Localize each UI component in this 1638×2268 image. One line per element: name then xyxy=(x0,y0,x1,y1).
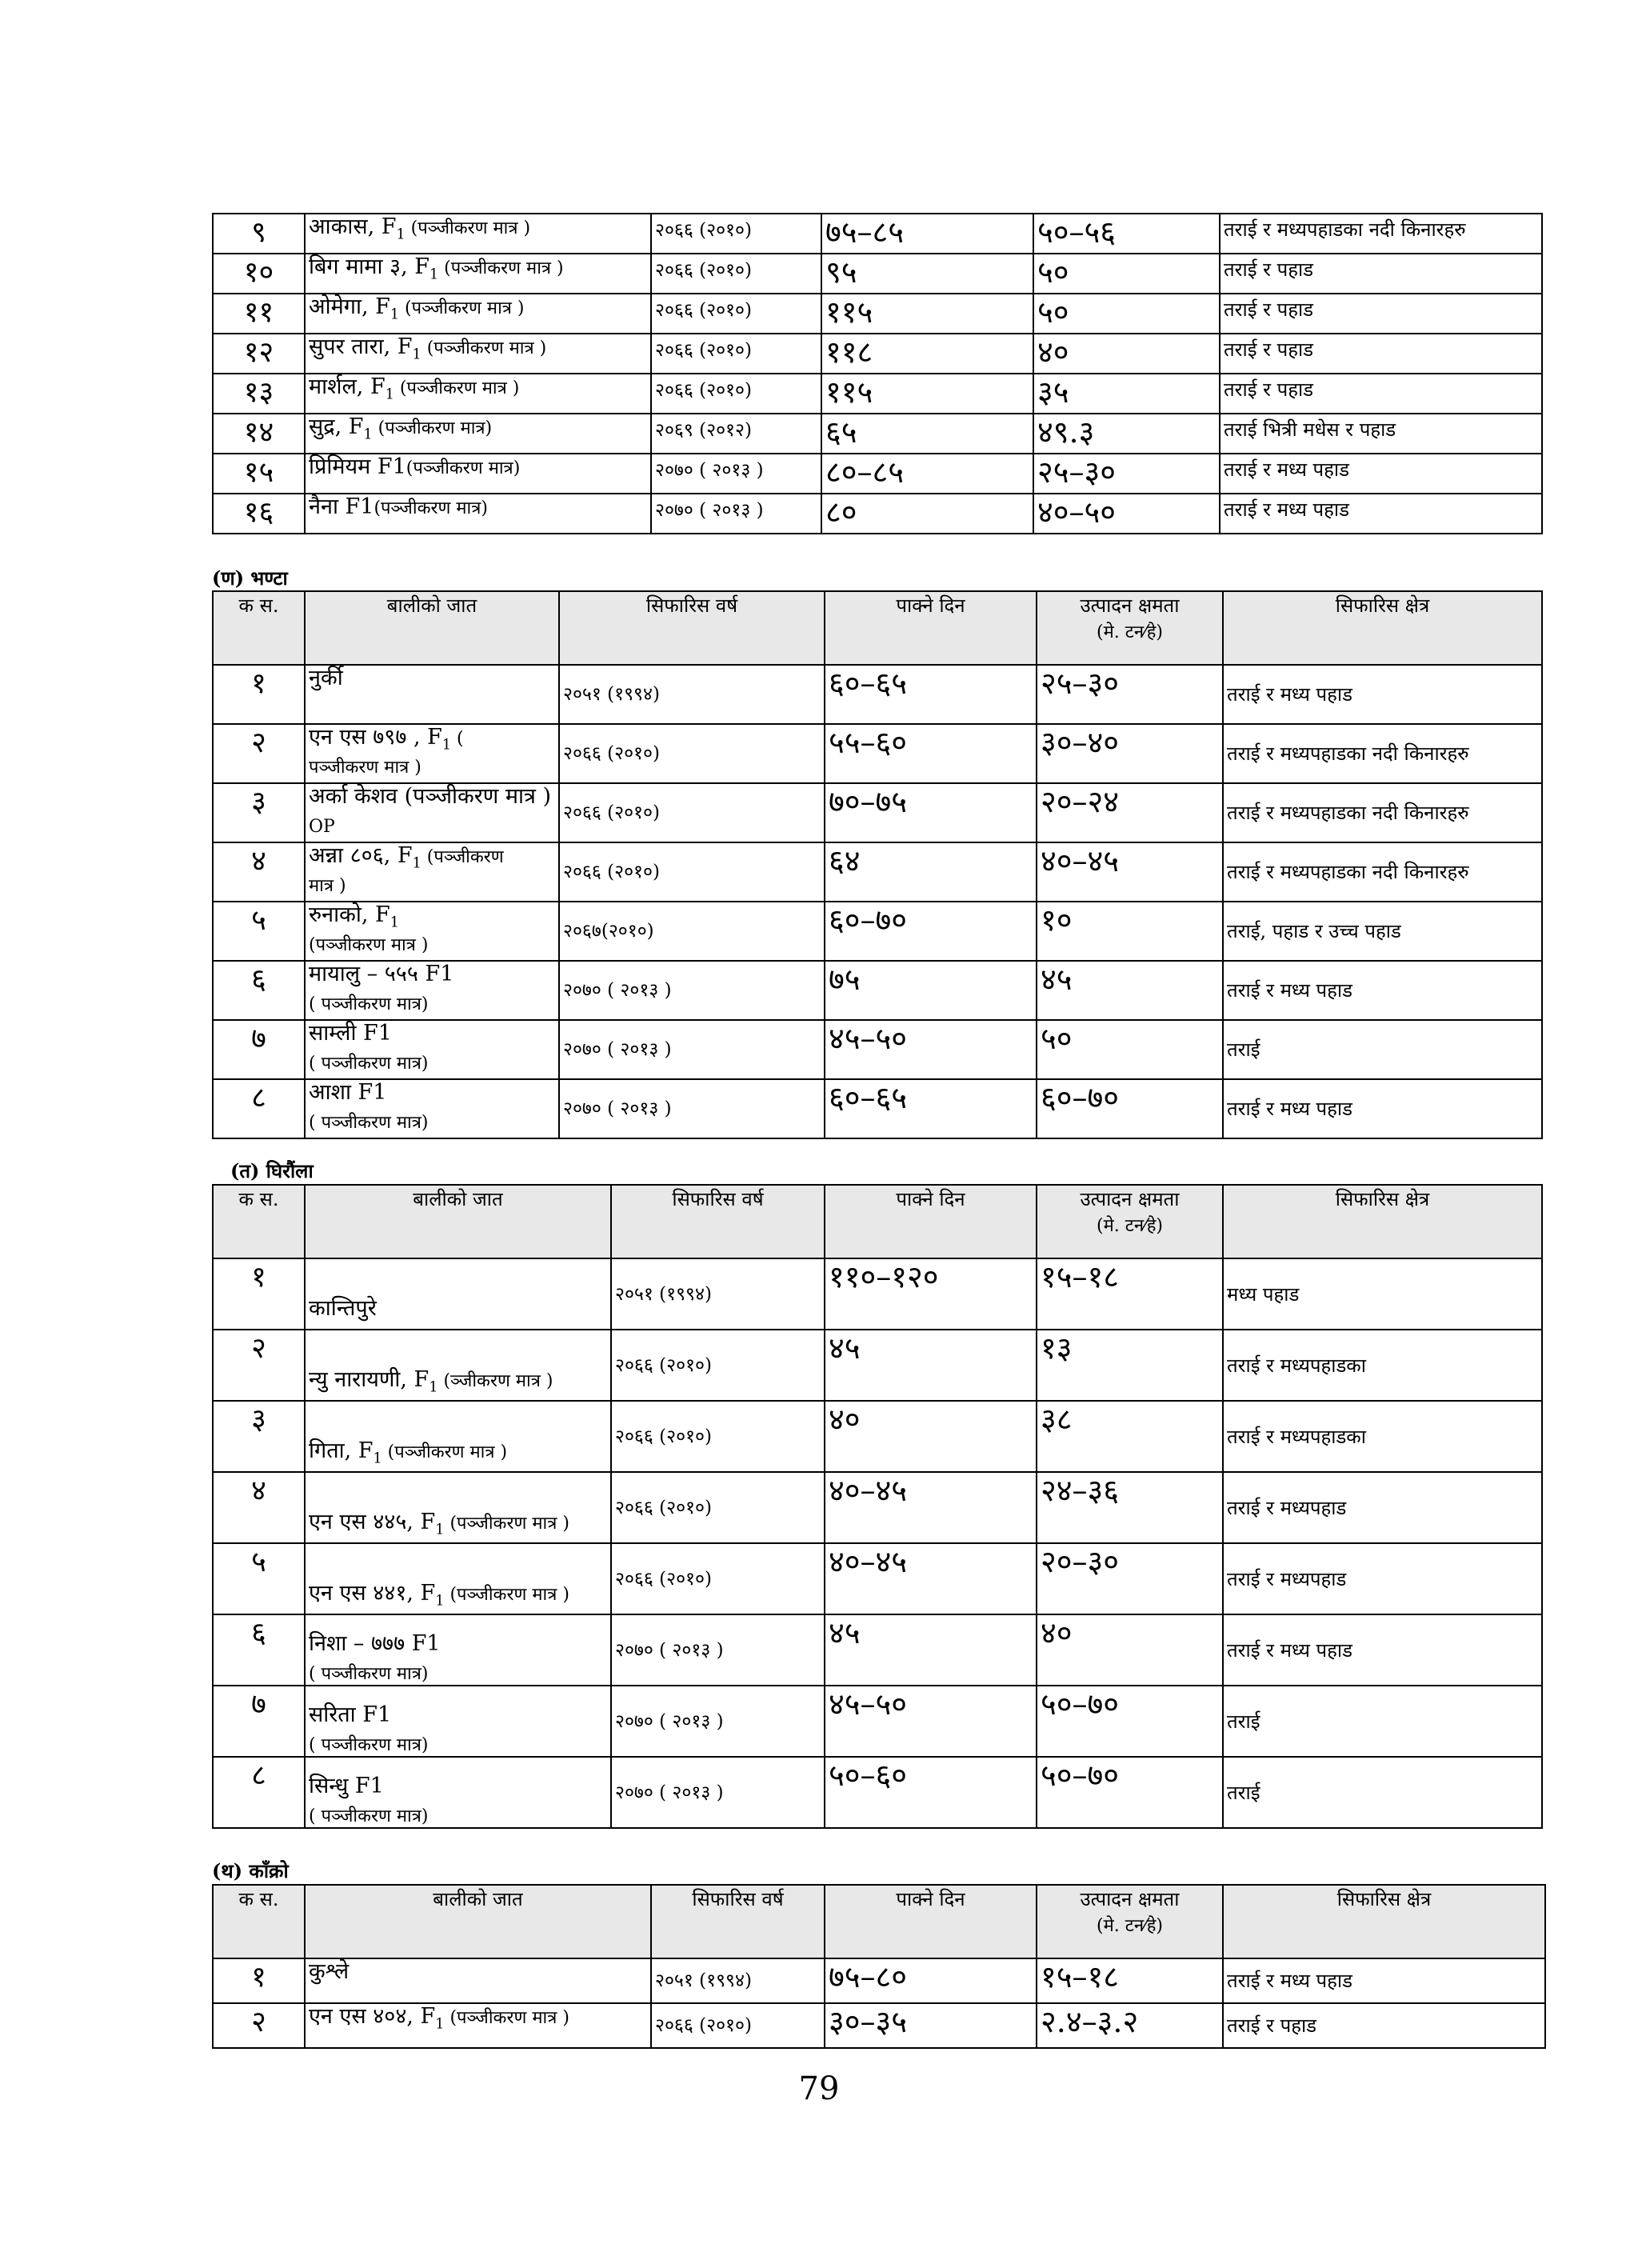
recommended-year-cell: २०७० ( २०१३ ) xyxy=(559,961,825,1020)
registration-note: (पञ्जीकरण मात्र) xyxy=(374,498,488,518)
table-row xyxy=(213,1472,1542,1543)
recommended-zone-cell: तराई र मध्य पहाड xyxy=(1223,1614,1542,1686)
recommended-year-cell: २०६६ (२०१०) xyxy=(651,2003,825,2048)
maturity-days-cell: ४५–५० xyxy=(825,1686,1037,1757)
recommended-zone-cell: तराई xyxy=(1223,1020,1542,1079)
variety-name-line2: पञ्जीकरण मात्र ) xyxy=(309,758,421,778)
serial-number-cell: ३ xyxy=(213,783,305,842)
header-sn: क स. xyxy=(213,1185,305,1258)
recommended-year-cell: २०६६ (२०१०) xyxy=(611,1472,825,1543)
table-row xyxy=(213,2003,1545,2048)
table-row xyxy=(213,783,1542,842)
registration-note: (पञ्जीकरण मात्र ) xyxy=(405,218,531,238)
maturity-days-cell: ४०–४५ xyxy=(825,1543,1037,1614)
maturity-days-cell: ११५ xyxy=(821,294,1033,334)
table-row xyxy=(213,1543,1542,1614)
serial-number-cell: ८ xyxy=(213,1079,305,1138)
recommended-zone-cell: तराई र पहाड xyxy=(1220,334,1542,374)
variety-name: मार्शल, F xyxy=(309,374,386,399)
maturity-days-cell: ६०–७० xyxy=(825,902,1037,961)
serial-number-cell: ३ xyxy=(213,1401,305,1472)
variety-name-cell xyxy=(305,374,651,414)
serial-number-cell: ११ xyxy=(213,294,305,334)
registration-note: (पञ्जीकरण मात्र ) xyxy=(382,1442,508,1462)
variety-name-subscript: 1 xyxy=(363,426,373,443)
yield-capacity-cell: ६०–७० xyxy=(1037,1079,1223,1138)
recommended-year-cell: २०७० ( २०१३ ) xyxy=(651,454,821,494)
registration-note: (पञ्जीकरण मात्र ) xyxy=(444,2008,569,2028)
variety-name: नैना F1 xyxy=(309,494,374,519)
serial-number-cell: ५ xyxy=(213,1543,305,1614)
variety-name: कुश्ले xyxy=(309,1959,350,1984)
header-yield: उत्पादन क्षमता (मे. टन⁄हे) xyxy=(1037,1185,1223,1258)
recommended-zone-cell: तराई र मध्यपहाड xyxy=(1223,1472,1542,1543)
variety-name-cell xyxy=(305,1543,611,1614)
variety-name-cell xyxy=(305,724,559,783)
serial-number-cell: १५ xyxy=(213,454,305,494)
variety-name-subscript: 1 xyxy=(429,266,439,283)
recommended-zone-cell: तराई र मध्य पहाड xyxy=(1220,494,1542,534)
yield-capacity-cell: ४९.३ xyxy=(1033,414,1220,454)
registration-note: (पञ्जीकरण xyxy=(421,847,504,867)
recommended-year-cell: २०६६ (२०१०) xyxy=(559,842,825,902)
recommended-year-cell: २०६६ (२०१०) xyxy=(651,334,821,374)
maturity-days-cell: ९५ xyxy=(821,254,1033,294)
maturity-days-cell: ५०–६० xyxy=(825,1757,1037,1828)
variety-name: सरिता F1 xyxy=(309,1702,392,1727)
registration-note: ( xyxy=(451,729,464,749)
variety-name-cell xyxy=(305,783,559,842)
serial-number-cell: २ xyxy=(213,1330,305,1401)
variety-name-line2: ( पञ्जीकरण मात्र) xyxy=(309,1806,429,1826)
table-row xyxy=(213,1079,1542,1138)
recommended-year-cell: २०५१ (१९९४) xyxy=(559,665,825,724)
registration-note: (पञ्जीकरण मात्र ) xyxy=(394,378,520,398)
table-row xyxy=(213,1757,1542,1828)
serial-number-cell: ४ xyxy=(213,1472,305,1543)
table-row xyxy=(213,494,1542,534)
maturity-days-cell: ३०–३५ xyxy=(825,2003,1037,2048)
table-row xyxy=(213,1958,1545,2003)
variety-name-subscript: 1 xyxy=(396,226,406,243)
variety-name: एन एस ४०४, F xyxy=(309,2004,436,2029)
header-days: पाक्ने दिन xyxy=(825,591,1037,665)
yield-capacity-cell: २४–३६ xyxy=(1037,1472,1223,1543)
maturity-days-cell: ७५–८५ xyxy=(821,214,1033,254)
yield-capacity-cell: ४० xyxy=(1033,334,1220,374)
variety-name: कान्तिपुरे xyxy=(309,1295,377,1321)
variety-name: साम्ली F1 xyxy=(309,1021,392,1046)
yield-capacity-cell: ५० xyxy=(1037,1020,1223,1079)
header-year: सिफारिस वर्ष xyxy=(559,591,825,665)
header-days: पाक्ने दिन xyxy=(825,1885,1037,1958)
serial-number-cell: ८ xyxy=(213,1757,305,1828)
table-row xyxy=(213,414,1542,454)
serial-number-cell: २ xyxy=(213,724,305,783)
yield-capacity-cell: ५० xyxy=(1033,254,1220,294)
serial-number-cell: १४ xyxy=(213,414,305,454)
yield-capacity-cell: २०–३० xyxy=(1037,1543,1223,1614)
table-row xyxy=(213,665,1542,724)
variety-name: प्रिमियम F1 xyxy=(309,454,406,479)
variety-name: आकास, F xyxy=(309,214,397,239)
maturity-days-cell: ११८ xyxy=(821,334,1033,374)
yield-capacity-cell: १५–१८ xyxy=(1037,1258,1223,1330)
table-row xyxy=(213,334,1542,374)
variety-table-continued xyxy=(212,213,1543,534)
variety-name-cell xyxy=(305,1258,611,1330)
variety-name-cell xyxy=(305,214,651,254)
variety-name: बिग मामा ३, F xyxy=(309,254,429,279)
serial-number-cell: ६ xyxy=(213,1614,305,1686)
variety-name-cell xyxy=(305,414,651,454)
variety-name-line2: मात्र ) xyxy=(309,876,346,897)
serial-number-cell: ७ xyxy=(213,1020,305,1079)
variety-name-cell xyxy=(305,1330,611,1401)
maturity-days-cell: ४० xyxy=(825,1401,1037,1472)
maturity-days-cell: ६५ xyxy=(821,414,1033,454)
variety-name-cell xyxy=(305,1079,559,1138)
header-zone: सिफारिस क्षेत्र xyxy=(1223,1185,1542,1258)
recommended-year-cell: २०६६ (२०१०) xyxy=(611,1401,825,1472)
variety-name-cell xyxy=(305,1958,651,2003)
variety-name-cell xyxy=(305,1757,611,1828)
variety-name: अन्ना ८०६, F xyxy=(309,843,413,868)
maturity-days-cell: ७०–७५ xyxy=(825,783,1037,842)
recommended-zone-cell: तराई र मध्य पहाड xyxy=(1223,665,1542,724)
recommended-zone-cell: तराई र मध्यपहाडका नदी किनारहरु xyxy=(1223,842,1542,902)
header-yield: उत्पादन क्षमता (मे. टन⁄हे) xyxy=(1037,1885,1223,1958)
yield-capacity-cell: ३५ xyxy=(1033,374,1220,414)
serial-number-cell: १ xyxy=(213,1958,305,2003)
recommended-year-cell: २०५१ (१९९४) xyxy=(611,1258,825,1330)
maturity-days-cell: ४५ xyxy=(825,1330,1037,1401)
recommended-year-cell: २०६७(२०१०) xyxy=(559,902,825,961)
recommended-zone-cell: तराई र मध्य पहाड xyxy=(1223,1958,1545,2003)
variety-name: सुपर तारा, F xyxy=(309,334,413,359)
table-row xyxy=(213,294,1542,334)
variety-name-line2: OP xyxy=(309,817,335,838)
recommended-zone-cell: तराई र मध्यपहाडका नदी किनारहरु xyxy=(1223,783,1542,842)
registration-note: (पञ्जीकरण मात्र) xyxy=(406,458,521,478)
recommended-zone-cell: तराई र मध्यपहाडका नदी किनारहरु xyxy=(1223,724,1542,783)
variety-name-subscript: 1 xyxy=(435,2016,445,2033)
recommended-year-cell: २०६६ (२०१०) xyxy=(651,294,821,334)
section-heading-sponge-gourd: (त) घिरौंला xyxy=(230,1159,314,1182)
maturity-days-cell: ६४ xyxy=(825,842,1037,902)
variety-name-line2: ( पञ्जीकरण मात्र) xyxy=(309,994,429,1015)
variety-name-cell xyxy=(305,2003,651,2048)
header-variety: बालीको जात xyxy=(305,1885,651,1958)
serial-number-cell: ६ xyxy=(213,961,305,1020)
variety-name: न्यु नारायणी, F xyxy=(309,1366,429,1392)
variety-name-line2: ( पञ्जीकरण मात्र) xyxy=(309,1735,429,1755)
recommended-year-cell: २०७० ( २०१३ ) xyxy=(651,494,821,534)
maturity-days-cell: ५५–६० xyxy=(825,724,1037,783)
yield-capacity-cell: ३०–४० xyxy=(1037,724,1223,783)
registration-note: (पञ्जीकरण मात्र) xyxy=(372,418,493,438)
header-zone: सिफारिस क्षेत्र xyxy=(1223,1885,1545,1958)
maturity-days-cell: ४०–४५ xyxy=(825,1472,1037,1543)
recommended-year-cell: २०६६ (२०१०) xyxy=(651,214,821,254)
table-row xyxy=(213,902,1542,961)
variety-name-subscript: 1 xyxy=(435,1522,445,1538)
variety-name-subscript: 1 xyxy=(441,737,452,754)
recommended-year-cell: २०७० ( २०१३ ) xyxy=(611,1757,825,1828)
header-zone: सिफारिस क्षेत्र xyxy=(1223,591,1542,665)
registration-note: (पञ्जीकरण मात्र ) xyxy=(399,298,525,318)
recommended-year-cell: २०६९ (२०१२) xyxy=(651,414,821,454)
recommended-year-cell: २०६६ (२०१०) xyxy=(611,1330,825,1401)
variety-name-cell xyxy=(305,1614,611,1686)
serial-number-cell: १६ xyxy=(213,494,305,534)
variety-name-line2: (पञ्जीकरण मात्र ) xyxy=(309,935,429,956)
serial-number-cell: १२ xyxy=(213,334,305,374)
maturity-days-cell: ६०–६५ xyxy=(825,665,1037,724)
table-row xyxy=(213,1401,1542,1472)
brinjal-variety-table xyxy=(212,590,1543,1139)
variety-name-line2: ( पञ्जीकरण मात्र) xyxy=(309,1113,429,1134)
yield-capacity-cell: २.४–३.२ xyxy=(1037,2003,1223,2048)
table-row xyxy=(213,454,1542,494)
recommended-year-cell: २०५१ (१९९४) xyxy=(651,1958,825,2003)
variety-name: सिन्धु F1 xyxy=(309,1773,384,1798)
yield-capacity-cell: २५–३० xyxy=(1033,454,1220,494)
variety-name-cell xyxy=(305,961,559,1020)
recommended-year-cell: २०६६ (२०१०) xyxy=(559,724,825,783)
serial-number-cell: १ xyxy=(213,665,305,724)
recommended-zone-cell: मध्य पहाड xyxy=(1223,1258,1542,1330)
variety-name: एन एस ७९७ , F xyxy=(309,725,442,750)
variety-name-cell xyxy=(305,494,651,534)
recommended-zone-cell: तराई र पहाड xyxy=(1220,374,1542,414)
variety-name: मायालु – ५५५ F1 xyxy=(309,962,454,986)
header-sn: क स. xyxy=(213,591,305,665)
yield-capacity-cell: ५०–५६ xyxy=(1033,214,1220,254)
variety-name-cell xyxy=(305,1686,611,1757)
table-row xyxy=(213,1614,1542,1686)
header-year: सिफारिस वर्ष xyxy=(611,1185,825,1258)
variety-name-cell xyxy=(305,334,651,374)
table-row xyxy=(213,1258,1542,1330)
variety-name-subscript: 1 xyxy=(412,346,421,363)
yield-capacity-cell: ५०–७० xyxy=(1037,1686,1223,1757)
variety-name: रुनाको, F xyxy=(309,902,390,927)
table-row xyxy=(213,961,1542,1020)
recommended-year-cell: २०६६ (२०१०) xyxy=(651,254,821,294)
variety-name-cell xyxy=(305,254,651,294)
variety-name-subscript: 1 xyxy=(373,1450,382,1466)
yield-capacity-cell: ४० xyxy=(1037,1614,1223,1686)
variety-name-cell xyxy=(305,842,559,902)
yield-capacity-cell: १५–१८ xyxy=(1037,1958,1223,2003)
variety-name-cell xyxy=(305,1020,559,1079)
serial-number-cell: १३ xyxy=(213,374,305,414)
maturity-days-cell: ११५ xyxy=(821,374,1033,414)
recommended-zone-cell: तराई, पहाड र उच्च पहाड xyxy=(1223,902,1542,961)
maturity-days-cell: ४५ xyxy=(825,1614,1037,1686)
variety-name-cell xyxy=(305,1401,611,1472)
variety-name-subscript: 1 xyxy=(435,1593,445,1609)
recommended-zone-cell: तराई र मध्यपहाड xyxy=(1223,1543,1542,1614)
variety-name-subscript: 1 xyxy=(429,1379,438,1395)
header-sn: क स. xyxy=(213,1885,305,1958)
recommended-zone-cell: तराई भित्री मधेस र पहाड xyxy=(1220,414,1542,454)
header-variety: बालीको जात xyxy=(305,1185,611,1258)
recommended-zone-cell: तराई र मध्यपहाडका xyxy=(1223,1401,1542,1472)
variety-name-cell xyxy=(305,665,559,724)
registration-note: (पञ्जीकरण मात्र ) xyxy=(444,1513,569,1534)
registration-note: (पञ्जीकरण मात्र ) xyxy=(444,1584,569,1605)
variety-name-subscript: 1 xyxy=(412,855,421,872)
serial-number-cell: ९ xyxy=(213,214,305,254)
table-row xyxy=(213,214,1542,254)
recommended-year-cell: २०६६ (२०१०) xyxy=(611,1543,825,1614)
recommended-zone-cell: तराई र मध्य पहाड xyxy=(1223,1079,1542,1138)
bitter-gourd-variety-table xyxy=(212,1884,1546,2049)
recommended-zone-cell: तराई र मध्यपहाडका xyxy=(1223,1330,1542,1401)
variety-name: नुर्की xyxy=(309,666,343,690)
yield-capacity-cell: ४०–४५ xyxy=(1037,842,1223,902)
variety-name: एन एस ४४५, F xyxy=(309,1509,436,1534)
maturity-days-cell: ७५ xyxy=(825,961,1037,1020)
serial-number-cell: ४ xyxy=(213,842,305,902)
yield-capacity-cell: ३८ xyxy=(1037,1401,1223,1472)
section-heading-bitter-gourd: (थ) काँक्रो xyxy=(212,1859,289,1882)
serial-number-cell: १० xyxy=(213,254,305,294)
variety-name-subscript: 1 xyxy=(385,386,394,403)
maturity-days-cell: ८० xyxy=(821,494,1033,534)
variety-name-line2: ( पञ्जीकरण मात्र) xyxy=(309,1054,429,1074)
yield-capacity-cell: २५–३० xyxy=(1037,665,1223,724)
table-row xyxy=(213,1330,1542,1401)
yield-capacity-cell: २०–२४ xyxy=(1037,783,1223,842)
serial-number-cell: ७ xyxy=(213,1686,305,1757)
yield-capacity-cell: १० xyxy=(1037,902,1223,961)
variety-name-subscript: 1 xyxy=(390,306,400,323)
recommended-zone-cell: तराई र मध्य पहाड xyxy=(1223,961,1542,1020)
table-row xyxy=(213,1020,1542,1079)
registration-note: (पञ्जीकरण मात्र ) xyxy=(421,338,547,358)
variety-name: आशा F1 xyxy=(309,1080,387,1105)
serial-number-cell: १ xyxy=(213,1258,305,1330)
recommended-year-cell: २०७० ( २०१३ ) xyxy=(559,1020,825,1079)
table-row xyxy=(213,842,1542,902)
recommended-zone-cell: तराई र पहाड xyxy=(1223,2003,1545,2048)
page-number: 79 xyxy=(798,2070,840,2107)
header-variety: बालीको जात xyxy=(305,591,559,665)
table-row xyxy=(213,1686,1542,1757)
maturity-days-cell: ४५–५० xyxy=(825,1020,1037,1079)
recommended-zone-cell: तराई र मध्य पहाड xyxy=(1220,454,1542,494)
variety-name: निशा – ७७७ F1 xyxy=(309,1630,441,1656)
serial-number-cell: ५ xyxy=(213,902,305,961)
variety-name-cell xyxy=(305,454,651,494)
variety-name-cell xyxy=(305,1472,611,1543)
recommended-year-cell: २०७० ( २०१३ ) xyxy=(611,1686,825,1757)
recommended-year-cell: २०६६ (२०१०) xyxy=(651,374,821,414)
recommended-zone-cell: तराई र पहाड xyxy=(1220,254,1542,294)
recommended-zone-cell: तराई xyxy=(1223,1686,1542,1757)
variety-name-line2: ( पञ्जीकरण मात्र) xyxy=(309,1664,429,1684)
table-row xyxy=(213,724,1542,783)
recommended-year-cell: २०७० ( २०१३ ) xyxy=(611,1614,825,1686)
recommended-year-cell: २०६६ (२०१०) xyxy=(559,783,825,842)
recommended-zone-cell: तराई र मध्यपहाडका नदी किनारहरु xyxy=(1220,214,1542,254)
recommended-year-cell: २०७० ( २०१३ ) xyxy=(559,1079,825,1138)
registration-note: (ञ्जीकरण मात्र ) xyxy=(437,1370,553,1391)
yield-capacity-cell: ५०–७० xyxy=(1037,1757,1223,1828)
yield-capacity-cell: १३ xyxy=(1037,1330,1223,1401)
maturity-days-cell: ११०–१२० xyxy=(825,1258,1037,1330)
variety-name: अर्का केशव (पञ्जीकरण मात्र ) xyxy=(309,784,552,809)
recommended-zone-cell: तराई xyxy=(1223,1757,1542,1828)
table-row xyxy=(213,374,1542,414)
sponge-gourd-variety-table xyxy=(212,1184,1543,1829)
serial-number-cell: २ xyxy=(213,2003,305,2048)
variety-name: गिता, F xyxy=(309,1438,374,1463)
variety-name: एन एस ४४१, F xyxy=(309,1580,436,1606)
registration-note: (पञ्जीकरण मात्र ) xyxy=(438,258,564,278)
maturity-days-cell: ७५–८० xyxy=(825,1958,1037,2003)
variety-name: सुद्र, F xyxy=(309,414,364,439)
maturity-days-cell: ६०–६५ xyxy=(825,1079,1037,1138)
header-yield: उत्पादन क्षमता (मे. टन⁄हे) xyxy=(1037,591,1223,665)
yield-capacity-cell: ४०–५० xyxy=(1033,494,1220,534)
header-days: पाक्ने दिन xyxy=(825,1185,1037,1258)
variety-name-cell xyxy=(305,294,651,334)
variety-name-cell xyxy=(305,902,559,961)
yield-capacity-cell: ४५ xyxy=(1037,961,1223,1020)
variety-name-subscript: 1 xyxy=(390,914,399,931)
yield-capacity-cell: ५० xyxy=(1033,294,1220,334)
maturity-days-cell: ८०–८५ xyxy=(821,454,1033,494)
variety-name: ओमेगा, F xyxy=(309,294,390,319)
section-heading-brinjal: (ण) भण्टा xyxy=(212,566,288,590)
table-row xyxy=(213,254,1542,294)
recommended-zone-cell: तराई र पहाड xyxy=(1220,294,1542,334)
header-year: सिफारिस वर्ष xyxy=(651,1885,825,1958)
